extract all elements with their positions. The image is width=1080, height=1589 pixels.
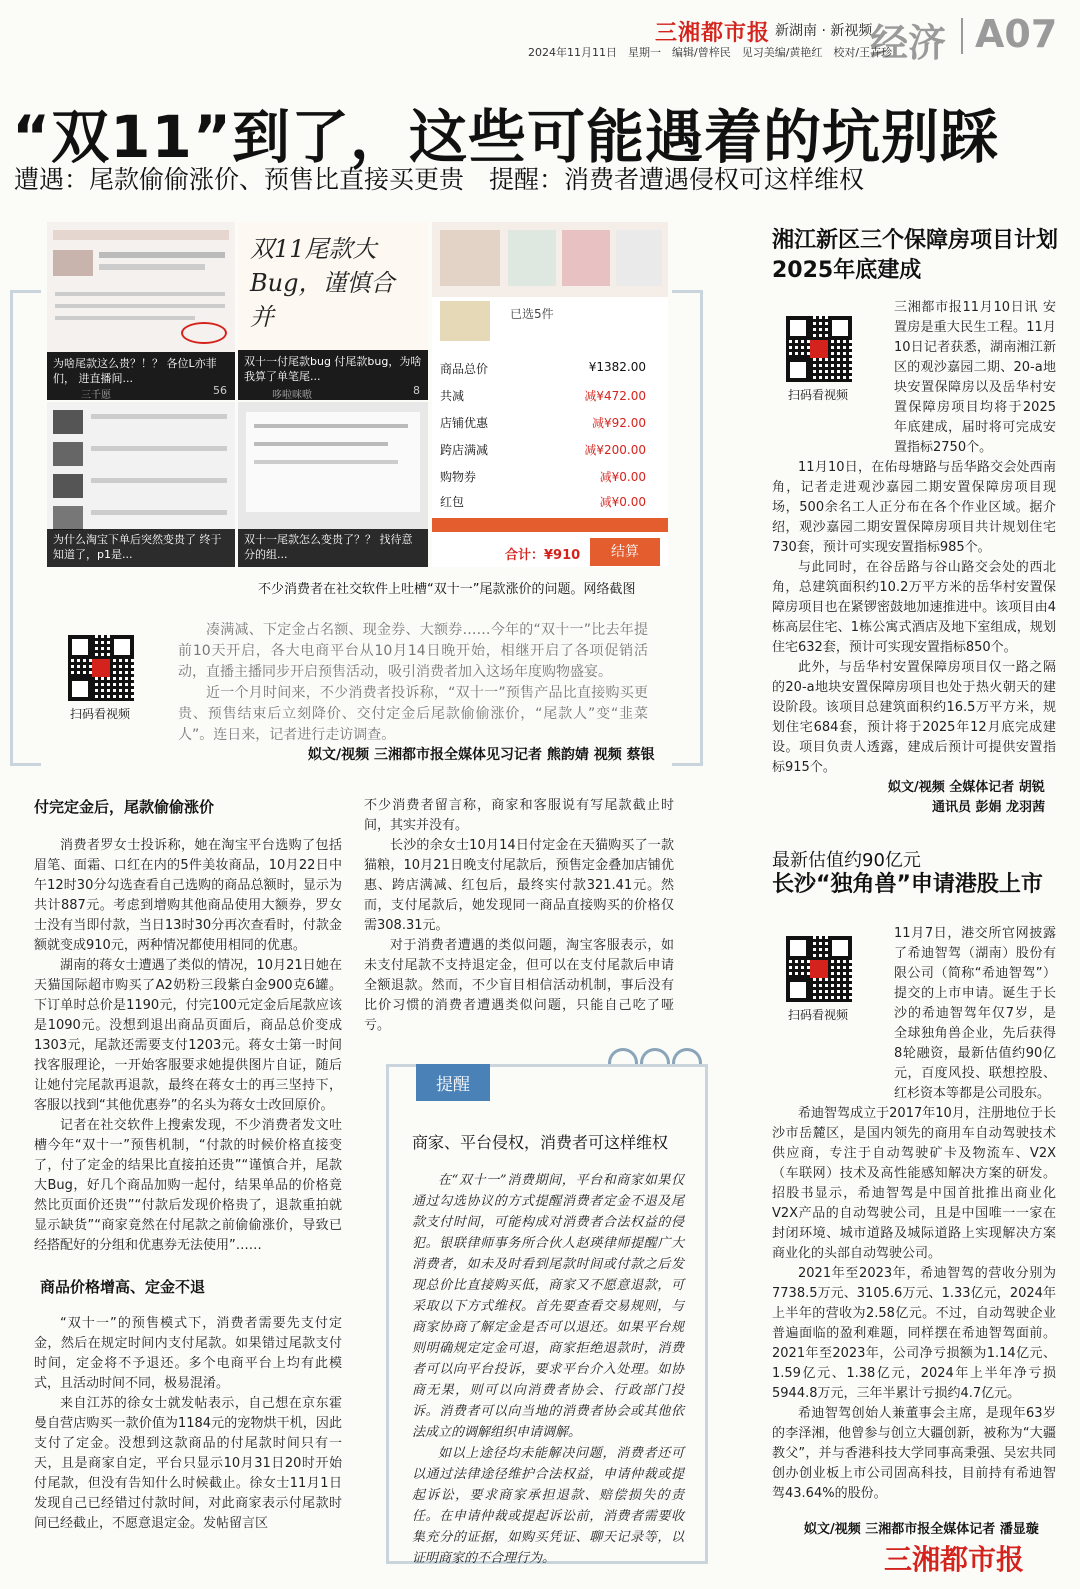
section-1-body	[34, 836, 342, 1256]
photo-2-caption: 双十一付尾款bug 付尾款bug，为啥我算了单笔尾...	[244, 355, 422, 383]
photo-1-caption: 为啥尾款这么贵？！？ 各位L亦菲们， 进直播间...	[53, 357, 217, 385]
price-row-2: 共减 减¥472.00	[440, 389, 646, 403]
section-divider	[961, 18, 963, 54]
side-2-byline: 姒文/视频 三湘都市报全媒体记者 潘显璇	[804, 1522, 1039, 1537]
main-byline: 姒文/视频 三湘都市报全媒体见习记者 熊韵婧 视频 蔡银	[308, 747, 655, 763]
photo-caption: 不少消费者在社交软件上吐槽“双十一”尾款涨价的问题。网络截图	[258, 582, 636, 597]
side-2-paragraph: 希迪智驾成立于2017年10月，注册地位于长沙市岳麓区，是国内领先的商用车自动驾驶技术供应商，专注于自动驾驶矿卡及物流车、V2X（车联网）技术及高性能感知解决方案的研发。招股书显示，希迪智驾是中国首批推出商业化V2X产品的自动驾驶公司，且是中国唯一一家在封闭环境、城市道路及城际道路上实现解决方案商业化的头部自动驾驶公司。	[772, 1106, 1056, 1261]
intro-paragraph-2: 近一个月时间来，不少消费者投诉称，“双十一”预售产品比直接购买更贵、预售结束后立刻降价、交付定金后尾款偷偷涨价，“尾款人”变“韭菜人”。连日来，记者进行走访调查。	[178, 685, 648, 743]
price-row-3: 店铺优惠 减¥92.00	[440, 416, 646, 430]
side-story-1-title: 湘江新区三个保障房项目计划2025年底建成	[772, 228, 1059, 283]
price-row-6: 红包 减¥0.00	[440, 495, 646, 509]
footer-logo: 三湘都市报	[884, 1543, 1025, 1576]
photo-1-user: 三千愿	[81, 390, 111, 400]
side-1-byline: 姒文/视频 全媒体记者 胡锐	[888, 780, 1045, 795]
section-2-paragraph: 来自江苏的徐女士就发帖表示，自己想在京东霍曼自营店购买一款价值为1184元的宠物烘干机，因此支付了定金。没想到这款商品的付尾款时间只有一天，且是商家自定，平台只显示10月31日20时开始付尾款，但没有告知什么时候截止。徐女士11月1日发现自己已经错过付款时间，对此商家表示付尾款时间已经截止，不愿意退定金。发帖留言区	[34, 1396, 342, 1531]
photo-4-caption: 为什么淘宝下单后突然变贵了 终于知道了，p1是...	[47, 529, 235, 567]
screenshot-photo-1	[47, 222, 235, 352]
side-1-paragraph: 三湘都市报11月10日讯 安置房是重大民生工程。11月10日记者获悉，湖南湘江新区的观沙嘉园二期、20-a地块安置保障房以及岳华村安置保障房项目均将于2025年底建成，届时将可完成安置指标2750个。	[894, 300, 1056, 455]
side-story-1-body	[772, 298, 1056, 778]
qr-label-main: 扫码看视频	[70, 707, 131, 721]
section-name: 经济	[870, 21, 947, 65]
partner-logo: 新湖南 · 新视频	[775, 23, 873, 39]
headline: “双11”到了，这些可能遇着的坑别踩	[12, 103, 999, 171]
photo-2-likes: 8	[413, 384, 420, 397]
side-1-paragraph: 11月10日，在佑母塘路与岳华路交会处西南角，记者走进观沙嘉园二期安置保障房项目现场，500余名工人正分布在各个作业区域。据介绍，观沙嘉园二期安置保障房项目共计规划住宅730套，预计可实现安置指标985个。	[772, 460, 1056, 555]
side-2-paragraph: 2021年至2023年，希迪智驾的营收分别为7738.5万元、3105.6万元、1.33亿元，2024年上半年的营收为2.58亿元。不过，自动驾驶企业普遍面临的盈利难题，同样摆在希迪智驾面前。2021年至2023年，公司净亏损额为1.14亿元、1.59亿元、1.38亿元，2024年上半年净亏损5944.8万元，三年半累计亏损约4.7亿元。	[772, 1266, 1056, 1401]
side-2-paragraph: 希迪智驾创始人兼董事会主席，是现年63岁的李泽湘，他曾参与创立大疆创新，被称为“大疆教父”，并与香港科技大学同事高秉强、吴宏共同创办创业板上市公司固高科技，目前持有希迪智驾43.64%的股份。	[772, 1406, 1056, 1501]
section-3-body	[364, 796, 674, 1036]
photo-6-total: 合计：¥910	[505, 548, 581, 563]
notice-body	[412, 1170, 684, 1569]
photo-2-handwriting: 双11尾款大Bug，谨慎合并	[250, 235, 395, 331]
side-story-2-kicker: 最新估值约90亿元	[772, 850, 921, 871]
page-number: A07	[975, 12, 1058, 56]
notice-paragraph: 如以上途径均未能解决问题，消费者还可以通过法律途径维护合法权益，申请仲裁或提起诉讼，要求商家承担退款、赔偿损失的责任。在申请仲裁或提起诉讼前，消费者需要收集充分的证据，如购买凭证、聊天记录等，以证明商家的不合理行为。	[412, 1446, 684, 1566]
section-2-body	[34, 1314, 342, 1534]
notice-title: 商家、平台侵权，消费者可这样维权	[412, 1133, 669, 1152]
section-3-paragraph: 长沙的余女士10月14日付定金在天猫购买了一款猫粮，10月21日晚支付尾款后，预售定金叠加店铺优惠、跨店满减、红包后，最终实付款321.41元。然而，支付尾款后，她发现同一商品直接购买的价格仅需308.31元。	[364, 838, 674, 933]
screenshot-photo-5	[238, 402, 428, 567]
qr-code-main[interactable]	[68, 635, 134, 701]
photo-6-promo-bar	[432, 518, 668, 532]
screenshot-photo-2	[238, 222, 428, 350]
side-1-byline-2: 通讯员 彭娟 龙羽茜	[932, 800, 1046, 815]
masthead-logo: 三湘都市报	[655, 21, 771, 46]
section-3-paragraph: 对于消费者遭遇的类似问题，淘宝客服表示，如未支付尾款不支持退定金，但可以在支付尾款后申请全额退款。然而，不少盲目相信活动机制，事后没有比价习惯的消费者遭遇类似问题，只能自己吃了哑亏。	[364, 938, 674, 1033]
side-1-paragraph: 此外，与岳华村安置保障房项目仅一路之隔的20-a地块安置保障房项目也处于热火朝天的建设阶段。该项目总建筑面积约16.5万平方米，规划住宅684套，预计将于2025年12月底完成建设。项目负责人透露，建成后预计可提供安置指标915个。	[772, 660, 1056, 775]
qr-label-side-1: 扫码看视频	[788, 388, 849, 402]
side-story-2-body	[772, 924, 1056, 1504]
photo-6-checkout-button: 结算	[590, 538, 660, 566]
section-1-paragraph: 消费者罗女士投诉称，她在淘宝平台选购了包括眉笔、面霜、口红在内的5件美妆商品，10月22日中午12时30分勾选查看自己选购的商品总额时，显示为共计887元。考虑到增购其他商品使用大额券，罗女士没有当即付款，当日13时30分再次查看时，付款金额就变成910元，两种情况都使用相同的优惠。	[34, 838, 342, 953]
side-story-2-title: 长沙“独角兽”申请港股上市	[772, 872, 1043, 897]
screenshot-photo-2-caption-area	[238, 350, 428, 400]
screenshot-photo-1-caption-area	[47, 352, 235, 400]
photo-6-selected-count: 已选5件	[510, 307, 554, 321]
section-1-heading: 付完定金后，尾款偷偷涨价	[34, 798, 215, 816]
section-1-paragraph: 湖南的蒋女士遭遇了类似的情况，10月21日她在天猫国际超市购买了A2奶粉三段紫白金900克6罐。下订单时总价是1190元，付完100元定金后尾款应该是1090元。没想到退出商品页面后，商品总价变成1303元，尾款还需要支付1203元。蒋女士第一时间找客服理论，一开始客服要求她提供图片自证，随后让她付完尾款再退款，最终在蒋女士的再三坚持下，客服以找到“其他优惠券”的名头为蒋女士改回原价。	[34, 958, 342, 1113]
subheadline: 遭遇：尾款偷偷涨价、预售比直接买更贵 提醒：消费者遭遇侵权可这样维权	[14, 165, 865, 194]
section-1-paragraph: 记者在社交软件上搜索发现，不少消费者发文吐槽今年“双十一”预售机制，“付款的时候价格直接变了，付了定金的结果比直接拍还贵”“谨慎合并，尾款大Bug，好几个商品加购一起付，结果单品的价格竟然比页面价还贵”“付款后发现价格贵了，退款重拍就显示缺货”“商家竟然在付尾款之前偷偷涨价，导致已经搭配好的分组和优惠券无法使用”……	[34, 1118, 342, 1253]
intro-paragraph-1: 凑满减、下定金占名额、现金券、大额券……今年的“双十一”比去年提前10天开启，各大电商平台从10月14日晚开始，相继开启了各项促销活动，直播主播同步开启预售活动，吸引消费者加入这场年度购物盛宴。	[178, 622, 648, 680]
intro-text	[178, 620, 648, 746]
notice-tag: 提醒	[416, 1064, 490, 1101]
intro-frame	[10, 290, 41, 766]
qr-label-side-2: 扫码看视频	[788, 1008, 849, 1022]
section-2-paragraph: “双十一”的预售模式下，消费者需要先支付定金，然后在规定时间内支付尾款。如果错过尾款支付时间，定金将不予退还。多个电商平台上均有此模式，且活动时间不同，极易混淆。	[34, 1316, 342, 1391]
price-row-1: 商品总价 ¥1382.00	[440, 360, 646, 376]
notice-paragraph: 在“双十一”消费期间，平台和商家如果仅通过勾选协议的方式提醒消费者定金不退及尾款支付时间，可能构成对消费者合法权益的侵犯。银联律师事务所合伙人赵瑛律师提醒广大消费者，如未及时看到尾款时间或付款之后发现总价比直接购买低，商家又不愿意退款，可采取以下方式维权。首先要查看交易规则，与商家协商了解定金是否可以退还。如果平台规则明确规定定金可退，商家拒绝退款时，消费者可以向平台投诉，要求平台介入处理。如协商无果，则可以向消费者协会、行政部门投诉。消费者可以向当地的消费者协会或其他依法成立的调解组织申请调解。	[412, 1173, 684, 1440]
dateline: 2024年11月11日 星期一 编辑/曾梓民 见习美编/黄艳红 校对/王卉珍	[528, 46, 893, 59]
screenshot-photo-3	[432, 222, 668, 297]
price-row-4: 跨店满减 减¥200.00	[440, 443, 646, 457]
intro-frame-right	[672, 290, 703, 766]
photo-5-caption: 双十一尾款怎么变贵了？？ 找待意分的组...	[238, 529, 428, 567]
section-3-paragraph: 不少消费者留言称，商家和客服说有写尾款截止时间，其实并没有。	[364, 798, 674, 833]
side-1-paragraph: 与此同时，在谷岳路与谷山路交会处的西北角，总建筑面积约10.2万平方米的岳华村安置保障房项目也在紧锣密鼓地加速推进中。该项目由4栋高层住宅、1栋公寓式酒店及地下室组成，规划住宅632套，预计可实现安置指标850个。	[772, 560, 1056, 655]
section-2-heading: 商品价格增高、定金不退	[40, 1278, 206, 1296]
photo-1-likes: 56	[213, 384, 227, 397]
side-2-paragraph: 11月7日，港交所官网披露了希迪智驾（湖南）股份有限公司（简称“希迪智驾”）提交的上市申请。诞生于长沙的希迪智驾年仅7岁，是全球独角兽企业，先后获得8轮融资，最新估值约90亿元，百度风投、联想控股、红杉资本等都是公司股东。	[894, 926, 1056, 1101]
screenshot-photo-4	[47, 402, 235, 567]
photo-2-user: 哆啦咪嗷	[272, 390, 312, 400]
price-row-5: 购物券 减¥0.00	[440, 470, 646, 484]
